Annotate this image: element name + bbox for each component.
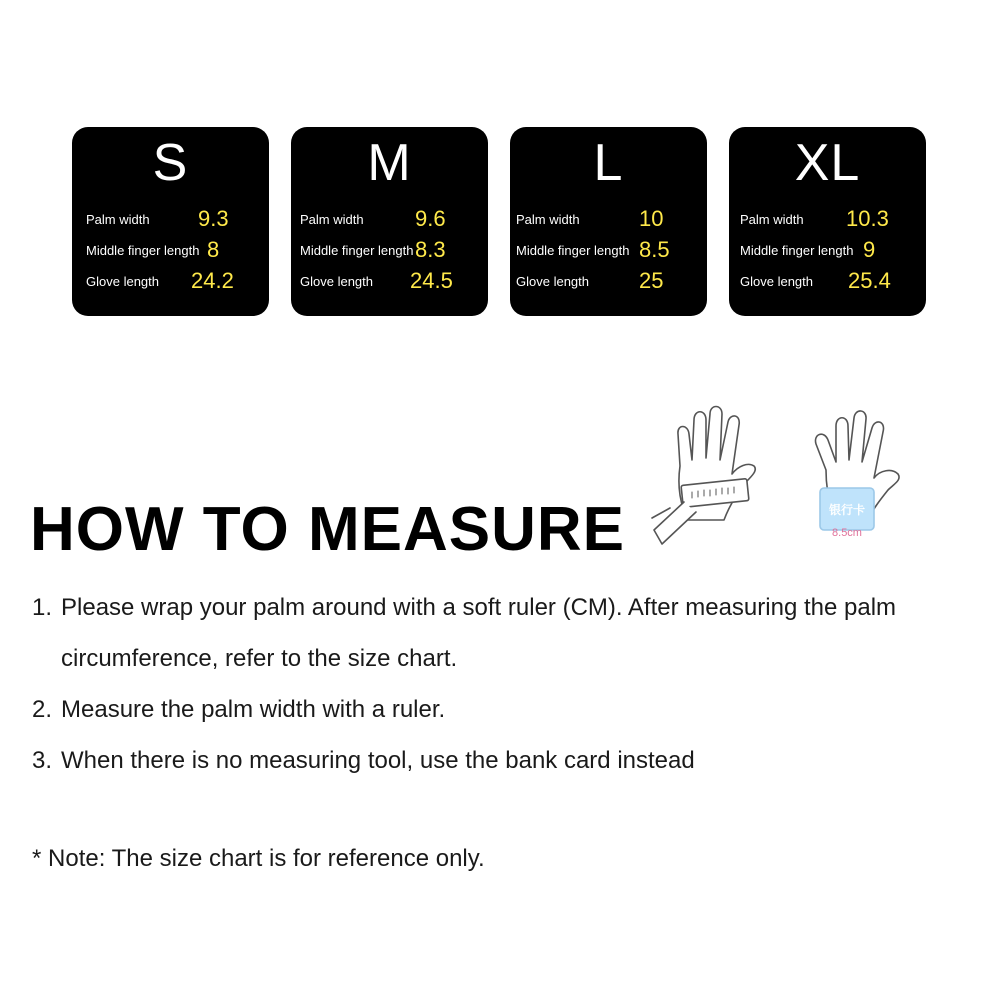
middle-finger-value: 8.5 — [639, 237, 670, 262]
size-card-l — [510, 127, 707, 316]
middle-finger-value: 8.3 — [415, 237, 446, 262]
size-card-xl — [729, 127, 926, 316]
reference-note: * Note: The size chart is for reference only. — [32, 845, 485, 872]
middle-finger-label: Middle finger length — [300, 243, 414, 258]
step-text: Please wrap your palm around with a soft ruler (CM). After measuring the palm — [61, 594, 897, 621]
palm-width-value: 10 — [639, 206, 664, 231]
size-label: M — [367, 134, 412, 192]
palm-width-label: Palm width — [740, 212, 804, 227]
size-label: S — [152, 134, 189, 192]
glove-length-value: 25 — [639, 268, 664, 293]
page-title: HOW TO MEASURE — [30, 495, 625, 564]
bank-card-label: 银行卡 — [828, 503, 866, 517]
size-card-s — [72, 127, 269, 316]
size-card-m — [291, 127, 488, 316]
step-text: circumference, refer to the size chart. — [61, 645, 458, 672]
size-label: L — [593, 134, 624, 192]
hand-with-bank-card-icon — [815, 411, 899, 539]
palm-width-label: Palm width — [300, 212, 364, 227]
palm-width-value: 9.3 — [198, 206, 229, 231]
palm-width-value: 10.3 — [846, 206, 889, 231]
glove-length-value: 24.5 — [410, 268, 453, 293]
middle-finger-label: Middle finger length — [516, 243, 630, 258]
glove-length-label: Glove length — [516, 274, 589, 289]
middle-finger-label: Middle finger length — [740, 243, 854, 258]
step-number: 1. — [32, 594, 53, 621]
glove-length-value: 25.4 — [848, 268, 891, 293]
step-number: 2. — [32, 696, 53, 723]
glove-length-label: Glove length — [86, 274, 159, 289]
step-text: When there is no measuring tool, use the bank card instead — [61, 747, 695, 774]
palm-width-label: Palm width — [516, 212, 580, 227]
step-text: Measure the palm width with a ruler. — [61, 696, 446, 723]
palm-width-value: 9.6 — [415, 206, 446, 231]
middle-finger-value: 9 — [863, 237, 876, 262]
glove-length-label: Glove length — [300, 274, 373, 289]
middle-finger-value: 8 — [207, 237, 220, 262]
palm-width-label: Palm width — [86, 212, 150, 227]
size-label: XL — [794, 134, 861, 192]
glove-length-value: 24.2 — [191, 268, 234, 293]
bank-card-measure: 8.5cm — [832, 527, 862, 539]
measure-illustration — [648, 404, 918, 556]
step-number: 3. — [32, 747, 53, 774]
middle-finger-label: Middle finger length — [86, 243, 200, 258]
glove-length-label: Glove length — [740, 274, 813, 289]
hand-with-tape-ruler-icon — [652, 407, 755, 545]
